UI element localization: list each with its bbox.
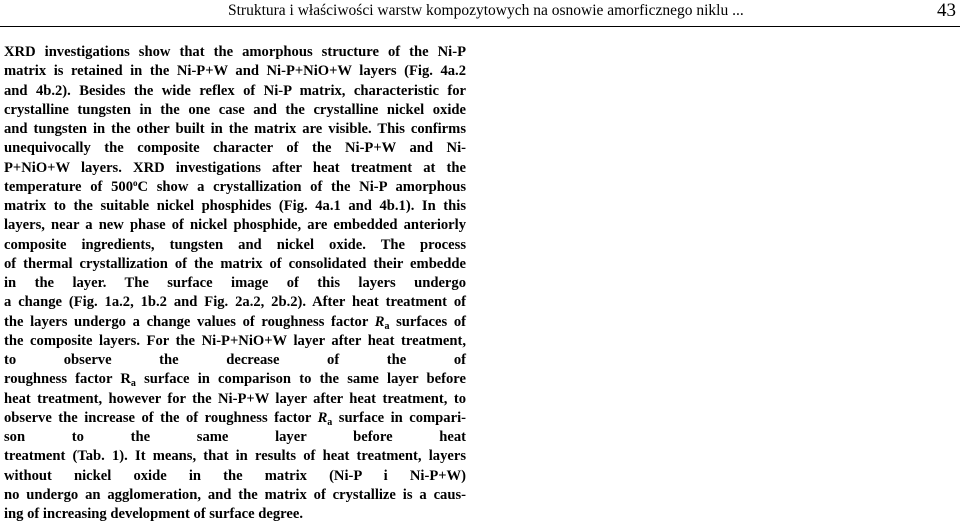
text-line: crystalline tungsten in the one case and the crystalline nickel oxide: [4, 101, 466, 118]
text-line: son to the same layer before heat: [4, 429, 466, 445]
body-paragraph: [4, 43, 466, 524]
text-line: unequivocally the composite character of the Ni-P+W and Ni-: [4, 140, 466, 157]
text-line: roughness factor $R_a$ surface in comparison to the same layer before: [4, 371, 466, 390]
text-line: treatment (Tab. 1). It means, that in results of heat treatment, layers: [4, 448, 466, 465]
text-line: the composite layers. For the Ni-P+NiO+W layer after heat treatment,: [4, 332, 466, 349]
text-line: matrix to the suitable nickel phosphides (Fig. 4a.1 and 4b.1). In this: [4, 198, 466, 214]
text-line: in the layer. The surface image of this layers undergo: [4, 275, 466, 291]
text-line: ing of increasing development of surface degree.: [4, 506, 303, 522]
text-line: and tungsten in the other built in the matrix are visible. This confirms: [4, 121, 466, 137]
text-line: P+NiO+W layers. XRD investigations after heat treatment at the: [4, 159, 466, 176]
text-line: no undergo an agglomeration, and the matrix of crystallize is a caus-: [4, 486, 466, 503]
text-line: to observe the decrease of the of: [4, 352, 466, 368]
text-line: layers, near a new phase of nickel phosphide, are embedded anteriorly: [4, 217, 466, 234]
running-title: Struktura i właściwości warstw kompozytowych na osnowie amorficznego niklu ...: [228, 2, 744, 19]
text-line: the layers undergo a change values of roughness factor $R_a$ surfaces of: [4, 313, 466, 332]
text-line: temperature of 500$^o$C show a crystallization of the Ni-P amorphous: [4, 177, 466, 195]
page-header: [0, 0, 960, 27]
text-line: without nickel oxide in the matrix (Ni-P i Ni-P+W): [4, 467, 466, 484]
text-line: and 4b.2). Besides the wide reflex of Ni-P matrix, characteristic for: [4, 82, 466, 99]
text-line: of thermal crystallization of the matrix of consolidated their embedde: [4, 255, 466, 272]
page-number: 43: [937, 0, 956, 21]
text-line: XRD investigations show that the amorphous structure of the Ni-P: [4, 44, 466, 60]
text-line: composite ingredients, tungsten and nickel oxide. The process: [4, 236, 466, 253]
text-line: a change (Fig. 1a.2, 1b.2 and Fig. 2a.2, 2b.2). After heat treatment of: [4, 294, 466, 311]
text-line: matrix is retained in the Ni-P+W and Ni-P+NiO+W layers (Fig. 4a.2: [4, 63, 466, 80]
text-line: heat treatment, however for the Ni-P+W layer after heat treatment, to: [4, 390, 466, 407]
text-line: observe the increase of the of roughness factor $R_a$ surface in compari-: [4, 409, 466, 428]
